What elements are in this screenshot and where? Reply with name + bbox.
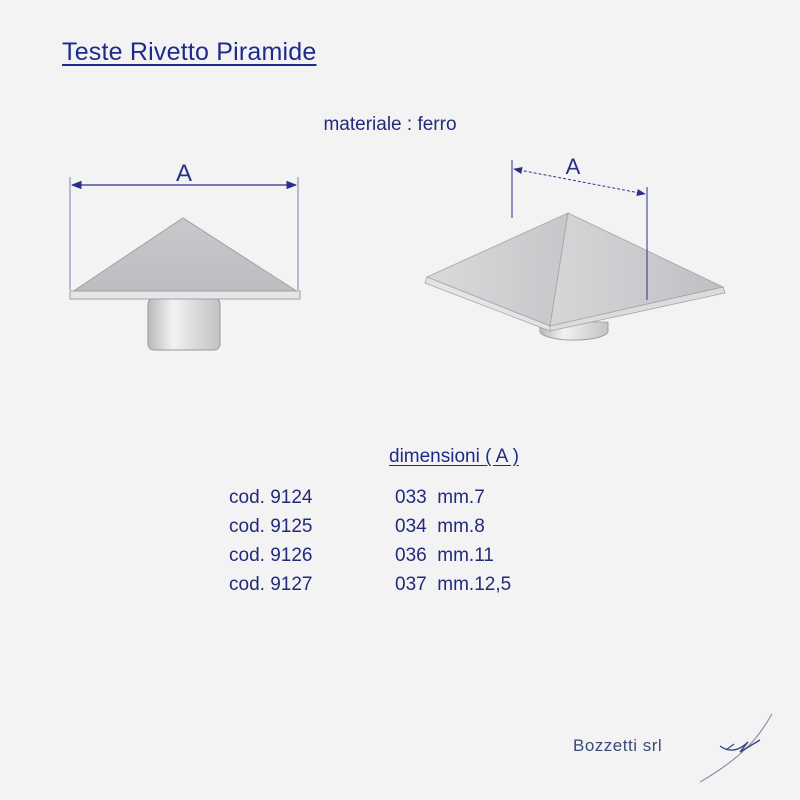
dimension-label-a-3d: A [565,154,581,179]
product-code: cod. 9124 [229,486,313,508]
page-title: Teste Rivetto Piramide [62,38,317,66]
brand-name: Bozzetti srl [573,736,663,755]
product-code: cod. 9126 [229,544,313,566]
dimension-label-a-side: A [175,160,193,187]
material-label: materiale : ferro [323,114,457,135]
product-dimension: 036 mm.11 [395,544,494,566]
product-code: cod. 9125 [229,515,313,537]
product-dimension: 033 mm.7 [395,486,485,508]
product-dimension: 034 mm.8 [395,515,485,537]
dimensions-header: dimensioni ( A ) [389,446,519,467]
product-dimension: 037 mm.12,5 [395,573,512,595]
product-code: cod. 9127 [229,573,313,595]
